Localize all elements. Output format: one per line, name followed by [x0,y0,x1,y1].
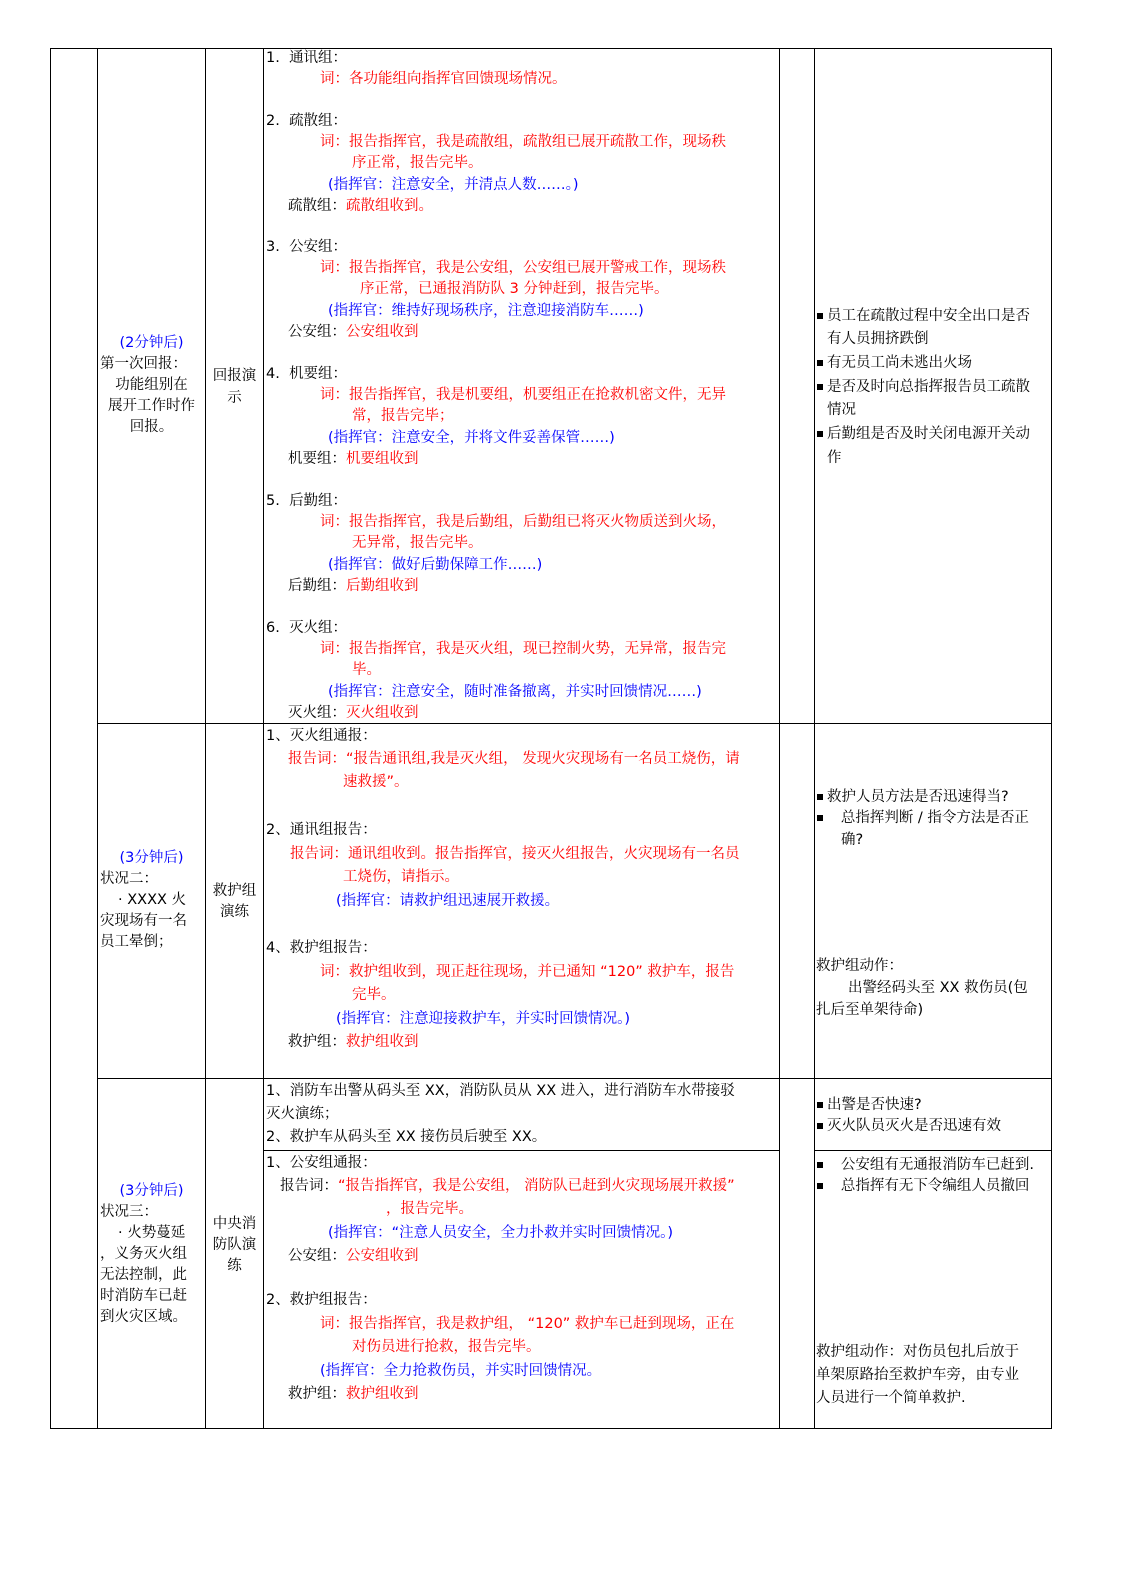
check-item: 救护人员方法是否迅速得当? [817,785,1009,806]
stage-cell-2 [98,848,205,953]
commander-line: (指挥官：注意安全，随时准备撤离，并实时回馈情况……) [328,684,702,700]
report-line: 工烧伤，请指示。 [343,869,459,885]
report-line: 完毕。 [352,987,396,1003]
group-heading: 4. 机要组： [266,366,348,382]
check-item-cont: 有人员拥挤跌倒 [827,331,929,347]
report-line: 报告词：“报告通讯组,我是灭火组， 发现火灾现场有一名员工烧伤，请 [288,751,740,767]
report-line: 报告词：通讯组收到。报告指挥官，接灭火组报告，火灾现场有一名员 [290,846,740,862]
stage-time: (3分钟后) [119,1183,184,1199]
col-divider-4 [779,48,780,1429]
report-line: 词：各功能组向指挥官回馈现场情况。 [320,71,567,87]
report-line: 词：报告指挥官，我是疏散组，疏散组已展开疏散工作，现场秩 [320,134,726,150]
report-line: 词：报告指挥官，我是机要组，机要组正在抢救机密文件，无异 [320,387,726,403]
stage-title: 时消防车已赶 [100,1288,187,1304]
commander-line: (指挥官：做好后勤保障工作……) [328,557,543,573]
col-divider-5 [814,48,815,1429]
stage-title: 员工晕倒； [100,934,173,950]
report-line: 对伤员进行抢救，报告完毕。 [352,1339,541,1355]
stage-title: · XXXX 火 [118,892,187,908]
commander-line: (指挥官：注意安全，并清点人数……。) [328,177,579,193]
commander-line: (指挥官：请救护组迅速展开救援。 [336,893,560,909]
report-line: 毕。 [352,662,381,678]
text-line: 灭火演练； [266,1106,339,1122]
report-line: 速救援”。 [343,774,409,790]
action-title: 救护组动作： [816,958,903,974]
check-item: 灭火队员灭火是否迅速有效 [817,1114,1001,1135]
check-item: 总指挥有无下令编组人员撤回 [817,1174,1029,1195]
bullet-icon [817,1123,823,1129]
stage-title: 功能组别在 [115,377,188,393]
bullet-icon [817,313,823,319]
stage-title: 到火灾区域。 [100,1309,187,1325]
report-line: 词：报告指挥官，我是灭火组，现已控制火势，无异常，报告完 [320,641,726,657]
bullet-icon [817,1162,823,1168]
report-line: 序正常，报告完毕。 [352,155,483,171]
row-divider-3a [263,1150,779,1151]
stage-title: 回报。 [129,419,174,435]
report-line: 词：报告指挥官，我是公安组，公安组已展开警戒工作，现场秩 [320,260,726,276]
group-heading: 6. 灭火组： [266,620,348,636]
stage-time: (3分钟后) [119,850,184,866]
stage-title: 灾现场有一名 [100,913,187,929]
ack-line: 灭火组：灭火组收到 [288,705,419,721]
commander-line: (指挥官：全力抢救伤员，并实时回馈情况。 [320,1363,602,1379]
report-line: 无异常，报告完毕。 [352,535,483,551]
item-heading: 1、公安组通报： [266,1155,377,1171]
ack-line: 公安组：公安组收到 [288,324,419,340]
stage-time: (2分钟后) [119,335,184,351]
commander-line: (指挥官：“注意人员安全，全力扑救并实时回馈情况。) [328,1225,674,1241]
stage-cell-1 [98,333,205,438]
action-line: 人员进行一个简单救护. [816,1390,966,1406]
table-border-left [50,48,51,1429]
action-line: 救护组动作：对伤员包扎后放于 [816,1344,1019,1360]
stage-title: 第一次回报： [100,356,187,372]
drill-type: 回报演示 [212,368,257,406]
stage-cell-3 [98,1181,205,1328]
report-line: 词：报告指挥官，我是救护组， “120” 救护车已赶到现场，正在 [320,1316,735,1332]
report-line: 序正常，已通报消防队 3 分钟赶到，报告完毕。 [360,281,669,297]
commander-line: (指挥官：注意迎接救护车，并实时回馈情况。) [336,1011,631,1027]
table-border-top [50,48,1052,49]
check-item: 出警是否快速? [817,1093,922,1114]
stage-title: 展开工作时作 [108,398,195,414]
check-item: 公安组有无通报消防车已赶到. [817,1153,1034,1174]
bullet-icon [817,1102,823,1108]
stage-title: 无法控制，此 [100,1267,187,1283]
check-item-cont: 作 [827,450,842,466]
check-item: 总指挥判断 / 指令方法是否正 [817,806,1029,827]
ack-line: 机要组：机要组收到 [288,451,419,467]
table-border-bottom [50,1428,1052,1429]
group-heading: 2. 疏散组： [266,113,348,129]
report-line: 词：报告指挥官，我是后勤组，后勤组已将灭火物质送到火场， [320,514,726,530]
item-heading: 4、救护组报告： [266,940,377,956]
row-divider-3b [814,1150,1052,1151]
ack-line: 后勤组：后勤组收到 [288,578,419,594]
report-line: 词：救护组收到，现正赶往现场，并已通知 “120” 救护车，报告 [320,964,735,980]
stage-title: · 火势蔓延 [118,1225,186,1241]
bullet-icon [817,815,823,821]
drill-type: 中央消 防队演 练 [212,1216,257,1274]
report-line: ，报告完毕。 [386,1201,473,1217]
action-line: 扎后至单架待命) [816,1002,924,1018]
report-line: 常，报告完毕； [352,408,454,424]
commander-line: (指挥官：注意安全，并将文件妥善保管……) [328,430,615,446]
text-line: 2、救护车从码头至 XX 接伤员后驶至 XX。 [266,1129,547,1145]
check-item: 有无员工尚未逃出火场 [817,351,972,372]
drill-type: 救护组 演练 [212,883,257,920]
ack-line: 公安组：公安组收到 [288,1248,419,1264]
item-heading: 2、通讯组报告： [266,822,377,838]
group-heading: 1. 通讯组： [266,50,348,66]
bullet-icon [817,1183,823,1189]
table-border-right [1051,48,1052,1429]
drill-table [50,48,1052,1429]
row-divider-2 [97,1078,1052,1079]
report-line: 报告词：“报告指挥官，我是公安组， 消防队已赶到火灾现场展开救援” [280,1178,735,1194]
check-item: 后勤组是否及时关闭电源开关动 [817,422,1030,443]
commander-line: (指挥官：维持好现场秩序，注意迎接消防车……) [328,303,644,319]
row-divider-1 [97,723,1052,724]
stage-title: 状况三： [100,1204,158,1220]
action-line: 单架原路抬至救护车旁，由专业 [816,1367,1019,1383]
ack-line: 疏散组：疏散组收到。 [288,198,433,214]
action-line: 出警经码头至 XX 救伤员(包 [848,980,1028,996]
item-heading: 2、救护组报告： [266,1292,377,1308]
ack-line: 救护组：救护组收到 [288,1386,419,1402]
stage-title: ，义务灭火组 [100,1246,187,1262]
check-item-cont: 确? [841,832,864,848]
ack-line: 救护组：救护组收到 [288,1034,419,1050]
check-item: 员工在疏散过程中安全出口是否 [817,304,1030,325]
check-item: 是否及时向总指挥报告员工疏散 [817,375,1030,396]
check-item-cont: 情况 [827,402,856,418]
group-heading: 3. 公安组： [266,239,348,255]
bullet-icon [817,360,823,366]
group-heading: 5. 后勤组： [266,493,348,509]
bullet-icon [817,431,823,437]
bullet-icon [817,794,823,800]
text-line: 1、消防车出警从码头至 XX，消防队员从 XX 进入，进行消防车水带接驳 [266,1083,735,1099]
col-divider-3 [263,48,264,1429]
item-heading: 1、灭火组通报： [266,728,377,744]
stage-title: 状况二： [100,871,158,887]
bullet-icon [817,384,823,390]
